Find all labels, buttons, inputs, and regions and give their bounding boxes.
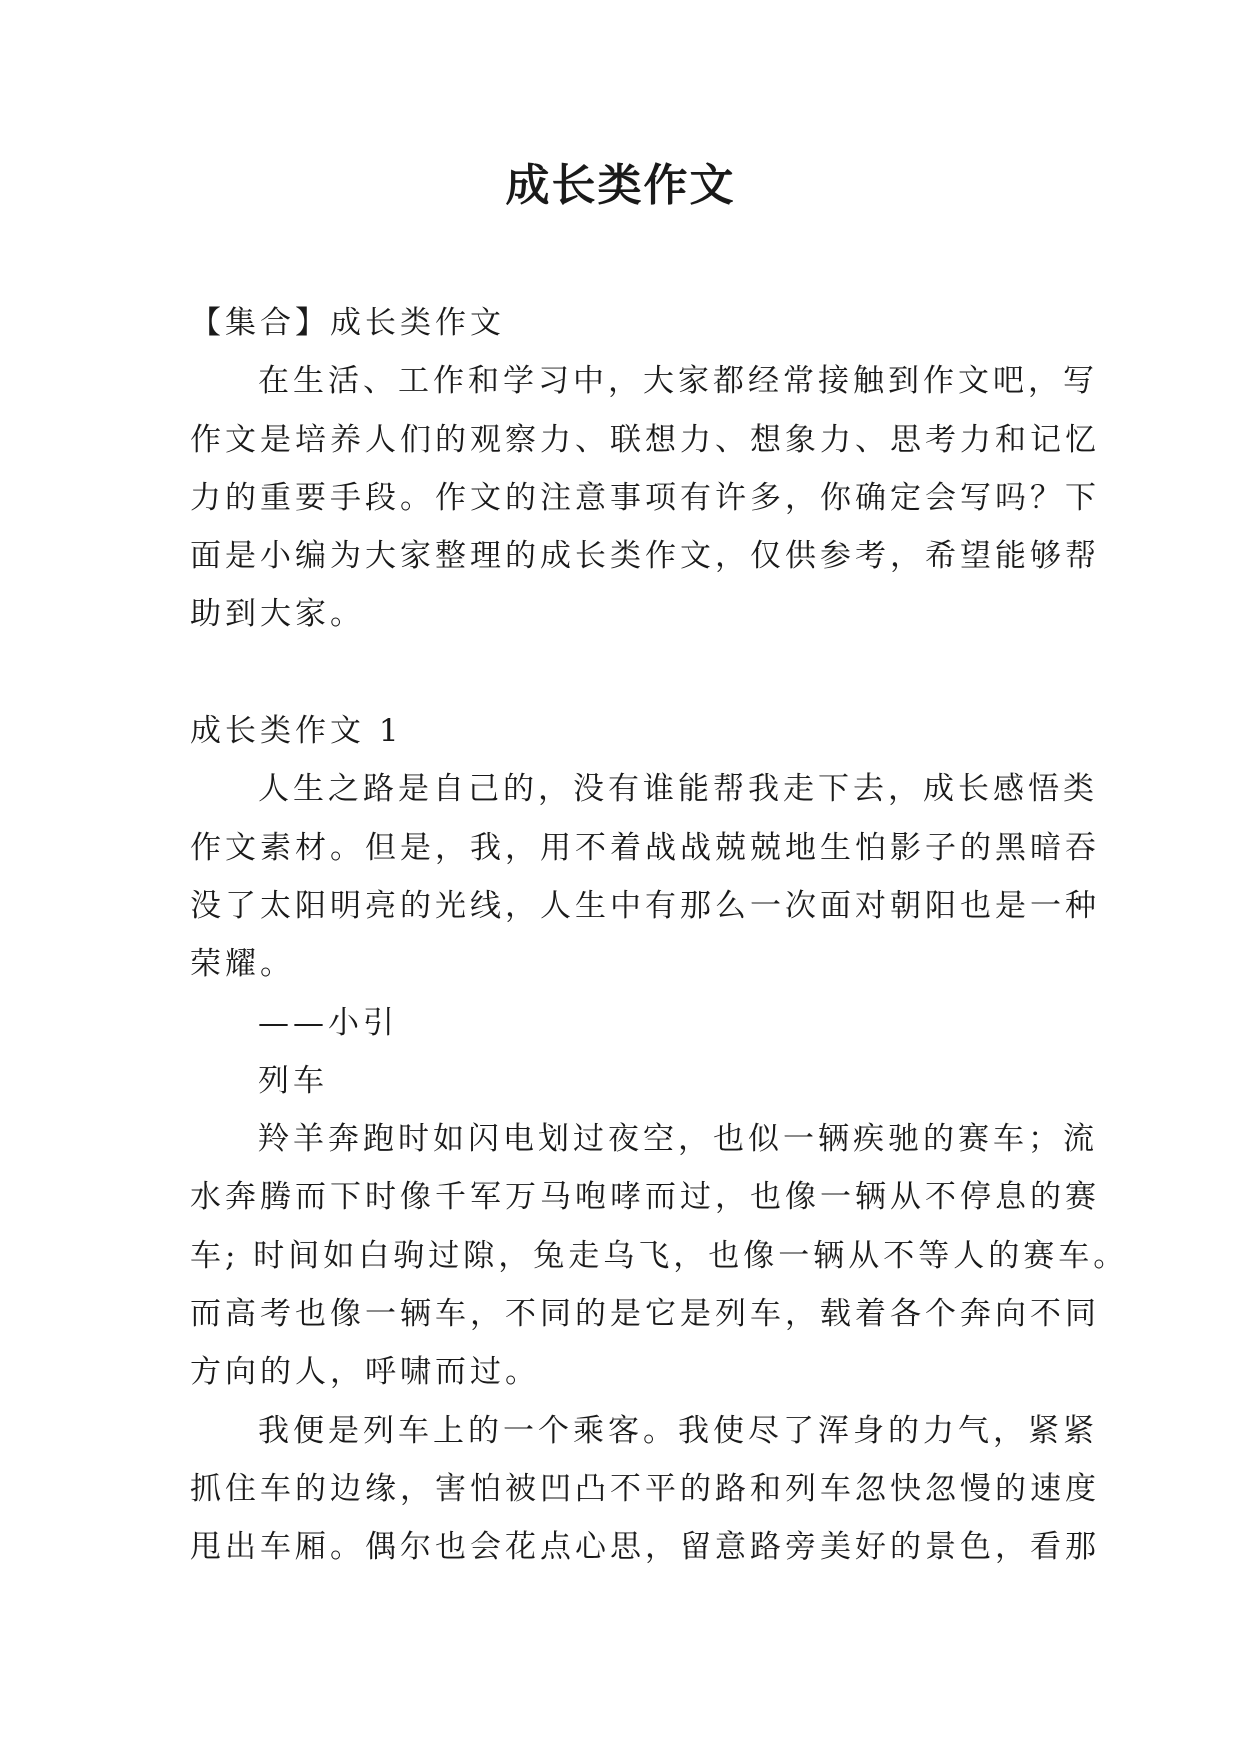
paragraph-line: 没了太阳明亮的光线，人生中有那么一次面对朝阳也是一种 [190, 887, 1100, 924]
paragraph-line: 荣耀。 [190, 946, 295, 983]
paragraph-line: 羚羊奔跑时如闪电划过夜空，也似一辆疾驰的赛车；流 [258, 1121, 1098, 1158]
paragraph-line: 水奔腾而下时像千军万马咆哮而过，也像一辆从不停息的赛 [190, 1179, 1100, 1216]
paragraph-line: 车; 时间如白驹过隙，兔走乌飞，也像一辆从不等人的赛车。 [190, 1237, 1129, 1274]
paragraph-line: 甩出车厢。偶尔也会花点心思，留意路旁美好的景色，看那 [190, 1529, 1100, 1566]
essay-heading: 成长类作文 1 [190, 713, 403, 750]
intro-line: 力的重要手段。作文的注意事项有许多，你确定会写吗？下 [190, 479, 1100, 516]
paragraph-line: 而高考也像一辆车，不同的是它是列车，载着各个奔向不同 [190, 1296, 1100, 1333]
paragraph-line: 方向的人，呼啸而过。 [190, 1354, 540, 1391]
paragraph-line: 我便是列车上的一个乘客。我使尽了浑身的力气，紧紧 [258, 1412, 1098, 1449]
document-body [190, 294, 1129, 1577]
byline: ——小引 [258, 1004, 398, 1041]
paragraph-line: 人生之路是自己的，没有谁能帮我走下去，成长感悟类 [258, 771, 1098, 808]
intro-line: 助到大家。 [190, 596, 365, 633]
subheading: 列车 [258, 1062, 328, 1099]
intro-heading: 【集合】成长类作文 [190, 305, 505, 341]
paragraph-gap [190, 644, 1060, 702]
paragraph-line: 作文素材。但是，我，用不着战战兢兢地生怕影子的黑暗吞 [190, 829, 1100, 866]
paragraph-line: 抓住车的边缘，害怕被凹凸不平的路和列车忽快忽慢的速度 [190, 1470, 1100, 1507]
intro-line: 作文是培养人们的观察力、联想力、想象力、思考力和记忆 [190, 421, 1100, 458]
document-title: 成长类作文 [505, 160, 736, 211]
intro-line: 在生活、工作和学习中，大家都经常接触到作文吧，写 [258, 363, 1098, 400]
intro-line: 面是小编为大家整理的成长类作文，仅供参考，希望能够帮 [190, 538, 1100, 575]
